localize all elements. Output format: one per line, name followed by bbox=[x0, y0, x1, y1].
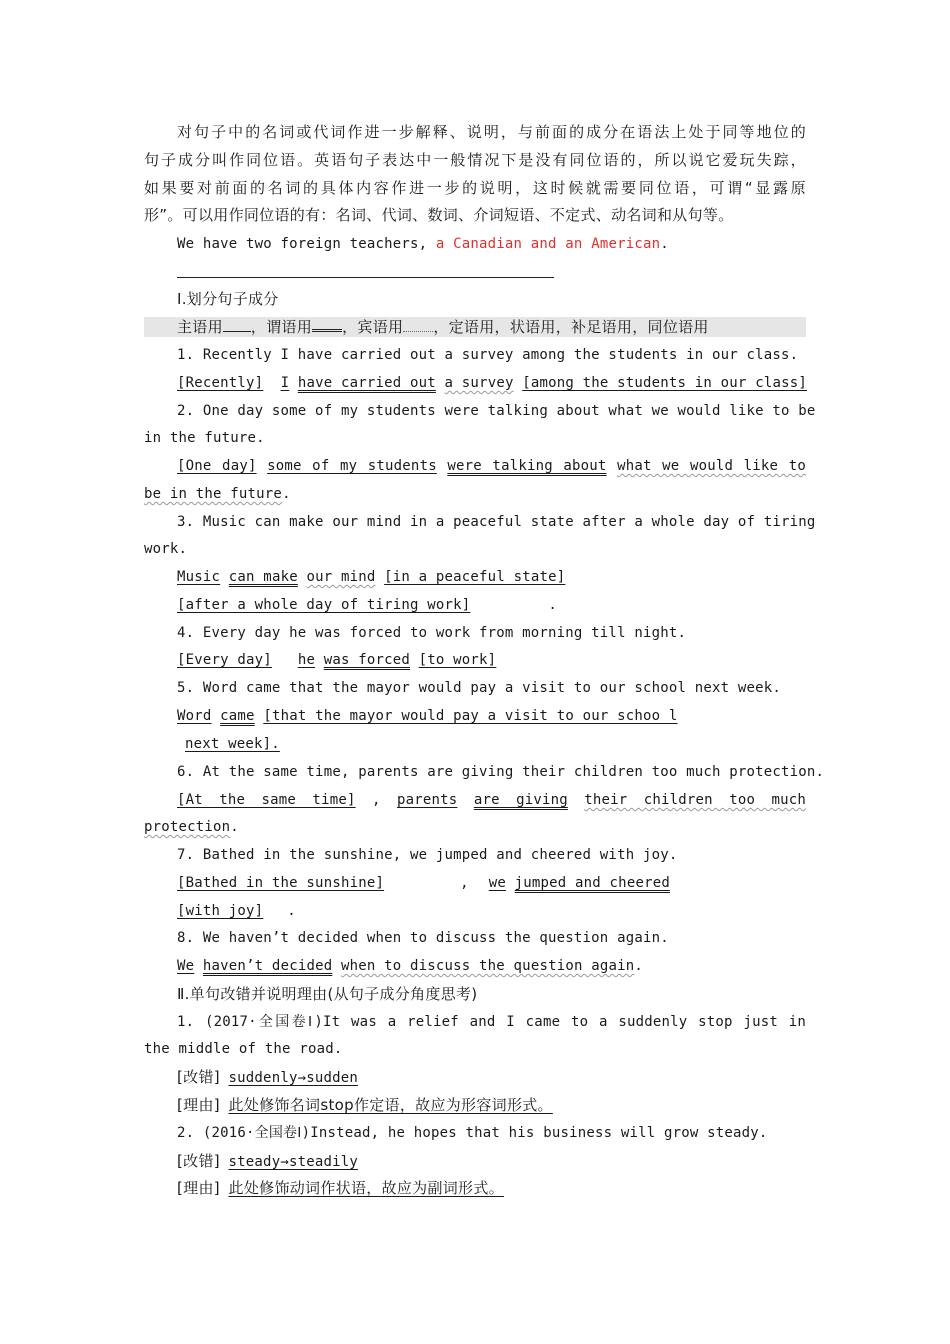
item4-predicate: was forced bbox=[323, 652, 411, 668]
item8-question: 8. We haven’t decided when to discuss the question again. bbox=[177, 930, 669, 946]
item6-answer-2 bbox=[144, 816, 806, 838]
item8-period: . bbox=[634, 958, 644, 974]
item3-answer-2 bbox=[177, 594, 806, 616]
item6-period: . bbox=[230, 819, 239, 835]
item6-question: 6. At the same time, parents are giving their children too much protection. bbox=[177, 764, 825, 780]
intro-line-3: 如果要对前面的名词的具体内容作进一步的说明，这时候就需要同位语，可谓“显露原 bbox=[144, 179, 806, 197]
item6-object-cont: protection bbox=[144, 819, 231, 835]
item4-answer bbox=[177, 649, 806, 671]
s2-item1-reason-text: 此处修饰名词stop作定语，故应为形容词形式。 bbox=[228, 1096, 553, 1114]
item3-object: our mind bbox=[306, 569, 376, 585]
section1-title: Ⅰ.划分句子成分 bbox=[177, 290, 279, 308]
item8-object: when to discuss the question again bbox=[340, 958, 635, 974]
item3-question-2: work. bbox=[144, 541, 188, 557]
example-text: We have two foreign teachers, bbox=[177, 236, 436, 252]
item1-subject: I bbox=[280, 375, 290, 391]
section-divider bbox=[177, 277, 554, 278]
item2-question-2: in the future. bbox=[144, 430, 265, 446]
fix-label: [改错] bbox=[177, 1068, 220, 1086]
item2-answer-1 bbox=[177, 455, 806, 477]
s2-item1-correction: suddenly→sudden bbox=[228, 1070, 358, 1086]
item4-subject: he bbox=[297, 652, 316, 668]
legend-object: ，宾语用 bbox=[342, 318, 404, 336]
legend-subject: 主语用 bbox=[177, 318, 223, 336]
legend-predicate: ，谓语用 bbox=[250, 318, 313, 336]
s2-item2-correction: steady→steadily bbox=[228, 1154, 358, 1170]
item7-comma: , bbox=[460, 875, 469, 891]
item8-answer bbox=[177, 955, 806, 977]
s2-item1-reason bbox=[177, 1094, 806, 1116]
item4-adverbial: [Every day] bbox=[177, 652, 272, 668]
item5-predicate: came bbox=[220, 708, 255, 724]
item7-answer-2 bbox=[177, 900, 806, 922]
example-period: . bbox=[660, 236, 669, 252]
item7-answer-1 bbox=[177, 872, 806, 894]
item4-question: 4. Every day he was forced to work from morning till night. bbox=[177, 625, 687, 641]
item6-predicate: are giving bbox=[473, 792, 568, 808]
item5-question: 5. Word came that the mayor would pay a visit to our school next week. bbox=[177, 680, 782, 696]
legend-line bbox=[177, 316, 806, 338]
item7-subject: we bbox=[488, 875, 506, 891]
item6-object: their children too much bbox=[584, 792, 806, 808]
item1-answer bbox=[177, 372, 806, 394]
item2-period: . bbox=[282, 486, 291, 502]
item1-question: 1. Recently I have carried out a survey among the students in our class. bbox=[177, 347, 799, 363]
item5-answer-1 bbox=[177, 705, 806, 727]
item3-predicate: can make bbox=[228, 569, 298, 585]
item3-adverbial: [after a whole day of tiring work] bbox=[177, 597, 471, 613]
s2-item2-reason bbox=[177, 1177, 806, 1199]
item7-adverbial: [Bathed in the sunshine] bbox=[177, 875, 385, 891]
item5-subject: Word bbox=[177, 708, 212, 724]
item2-question-1: 2. One day some of my students were talking about what we would like to be bbox=[177, 403, 816, 419]
item2-subject: some of my students bbox=[267, 458, 437, 474]
item8-predicate: haven’t decided bbox=[202, 958, 333, 974]
s2-item2-reason-text: 此处修饰动词作状语，故应为副词形式。 bbox=[228, 1179, 504, 1197]
item1-adverbial-2: [among the students in our class] bbox=[522, 375, 807, 391]
predicate-underline-sample bbox=[312, 316, 342, 332]
item2-adverbial: [One day] bbox=[177, 458, 257, 474]
fix-label: [改错] bbox=[177, 1152, 220, 1170]
item7-predicate: jumped and cheered bbox=[514, 875, 670, 891]
item1-predicate: have carried out bbox=[297, 375, 436, 391]
item4-complement: [to work] bbox=[418, 652, 497, 668]
s2-item2-fix bbox=[177, 1150, 806, 1172]
item3-period: . bbox=[548, 597, 558, 613]
item3-subject: Music bbox=[177, 569, 221, 585]
item6-answer-1 bbox=[177, 789, 806, 811]
item3-question-1: 3. Music can make our mind in a peaceful state after a whole day of tiring bbox=[177, 514, 816, 530]
item2-predicate: were talking about bbox=[447, 458, 607, 474]
s2-item1-question-2: the middle of the road. bbox=[144, 1041, 343, 1057]
legend-rest: ，定语用，状语用，补足语用，同位语用 bbox=[433, 318, 709, 336]
item5-appositive: [that the mayor would pay a visit to our schoo l bbox=[263, 708, 678, 724]
item2-object-cont: be in the future bbox=[144, 486, 283, 502]
item2-object: what we would like to bbox=[617, 458, 806, 474]
item6-comma: , bbox=[371, 792, 381, 808]
item7-period: . bbox=[287, 903, 296, 919]
intro-line-2: 句子成分叫作同位语。英语句子表达中一般情况下是没有同位语的，所以说它爱玩失踪， bbox=[144, 151, 806, 169]
item5-answer-2 bbox=[185, 733, 847, 755]
item3-complement: [in a peaceful state] bbox=[384, 569, 566, 585]
reason-label: [理由] bbox=[177, 1096, 220, 1114]
intro-line-1: 对句子中的名词或代词作进一步解释、说明，与前面的成分在语法上处于同等地位的 bbox=[177, 123, 806, 141]
s2-item1-question-1: 1. (2017·全国卷Ⅰ)It was a relief and I came to a suddenly stop just in bbox=[177, 1014, 806, 1030]
item5-appositive-cont: next week]. bbox=[185, 736, 280, 752]
section2-title: Ⅱ.单句改错并说明理由(从句子成分角度思考) bbox=[177, 985, 478, 1003]
s2-item1-fix bbox=[177, 1066, 806, 1088]
reason-label: [理由] bbox=[177, 1179, 220, 1197]
item6-adverbial: [At the same time] bbox=[177, 792, 356, 808]
item1-object: a survey bbox=[444, 375, 514, 391]
example-appositive: a Canadian and an American bbox=[435, 236, 661, 252]
item3-answer-1 bbox=[177, 566, 806, 588]
object-underline-sample bbox=[403, 317, 433, 332]
item2-answer-2 bbox=[144, 483, 806, 505]
s2-item2-question: 2. (2016·全国卷Ⅰ)Instead, he hopes that his business will grow steady. bbox=[177, 1125, 768, 1141]
appositive-example bbox=[177, 233, 806, 255]
item6-subject: parents bbox=[397, 792, 458, 808]
item7-question: 7. Bathed in the sunshine, we jumped and cheered with joy. bbox=[177, 847, 678, 863]
subject-underline-sample bbox=[223, 317, 251, 332]
item7-adverbial-2: [with joy] bbox=[177, 903, 264, 919]
item8-subject: We bbox=[177, 958, 195, 974]
item1-adverbial: [Recently] bbox=[177, 375, 264, 391]
intro-line-4: 形”。可以用作同位语的有：名词、代词、数词、介词短语、不定式、动名词和从句等。 bbox=[144, 206, 734, 224]
